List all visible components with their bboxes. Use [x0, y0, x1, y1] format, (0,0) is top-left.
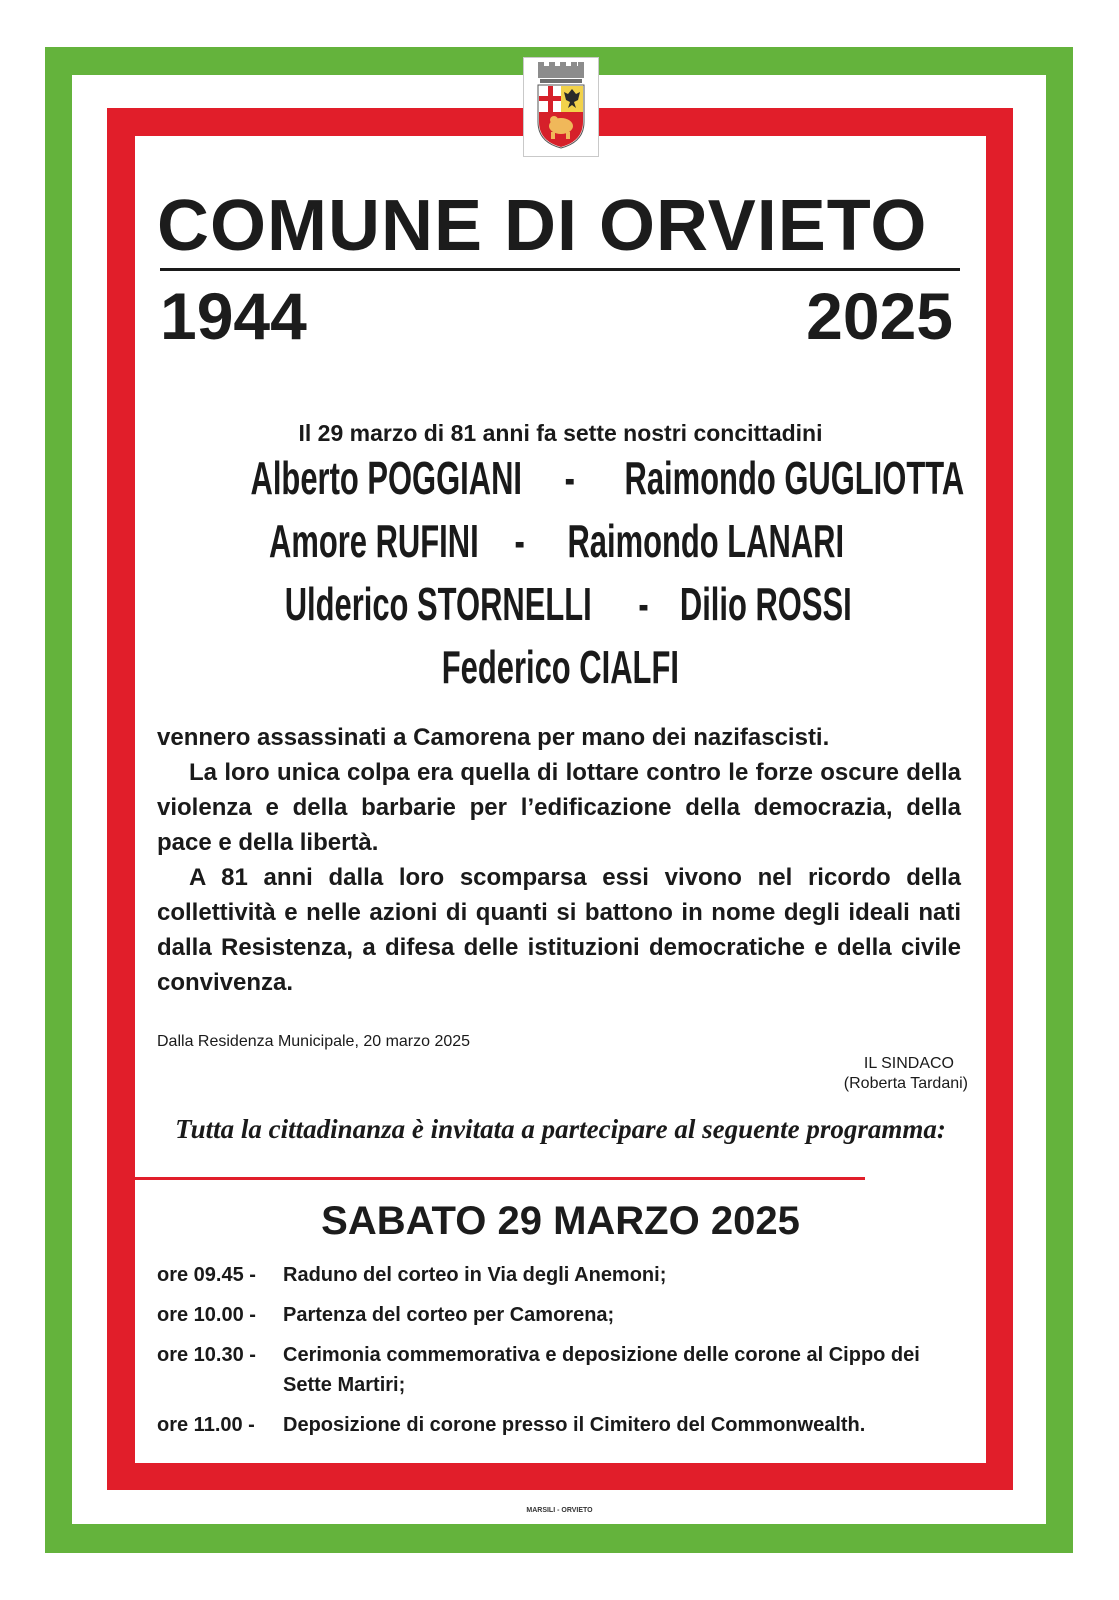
signature-name: (Roberta Tardani) [843, 1075, 968, 1092]
orvieto-coat-of-arms-icon [523, 57, 599, 157]
body-paragraph: La loro unica colpa era quella di lottare contro le forze oscure della violenza e della barbarie per l’edificazione della democrazia, della pace e della libertà. [157, 759, 961, 856]
program-time: ore 11.00 - [157, 1414, 255, 1436]
event-date: SABATO 29 MARZO 2025 [321, 1199, 800, 1243]
martyr-name: Alberto POGGIANI [250, 452, 523, 504]
program-time: ore 10.00 - [157, 1304, 256, 1326]
name-separator: - [564, 452, 575, 504]
martyr-name: Federico CIALFI [441, 641, 680, 693]
names-row [135, 511, 986, 571]
section-divider [135, 1177, 865, 1180]
body-paragraph: vennero assassinati a Camorena per mano dei nazifascisti. [157, 724, 830, 751]
program-text: Cerimonia commemorativa e deposizione delle corone al Cippo dei Sette Martiri; [283, 1344, 920, 1396]
martyr-name: Ulderico STORNELLI [284, 578, 592, 630]
martyr-name: Raimondo GUGLIOTTA [624, 452, 965, 504]
martyr-name: Raimondo LANARI [567, 515, 845, 567]
program-text: Deposizione di corone presso il Cimitero del Commonwealth. [283, 1414, 866, 1436]
program-item [157, 1340, 967, 1400]
names-row [135, 574, 986, 634]
program-time: ore 10.30 - [157, 1344, 256, 1366]
name-separator: - [514, 515, 525, 567]
signature-block [844, 1054, 968, 1094]
title-divider [160, 268, 960, 271]
name-separator: - [637, 578, 649, 630]
invitation-text: Tutta la cittadinanza è invitata a partecipare al seguente programma: [175, 1114, 946, 1144]
program-item [157, 1300, 967, 1330]
printer-credit: MARSILI - ORVIETO [526, 1507, 593, 1514]
program-text: Partenza del corteo per Camorena; [283, 1304, 615, 1326]
signature-title: IL SINDACO [863, 1055, 954, 1072]
intro-text: Il 29 marzo di 81 anni fa sette nostri concittadini [298, 420, 823, 446]
program-item [157, 1410, 967, 1440]
body-paragraph: A 81 anni dalla loro scomparsa essi vivono nel ricordo della collettività e nelle azioni di quanti si battono in nome degli ideali nati dalla Resistenza, a difesa delle istituzioni democratiche e della civile convivenza. [157, 864, 961, 996]
program-text: Raduno del corteo in Via degli Anemoni; [283, 1264, 667, 1286]
martyr-name: Dilio ROSSI [679, 578, 852, 630]
names-row [135, 637, 986, 697]
martyr-name: Amore RUFINI [269, 515, 479, 567]
program-time: ore 09.45 - [157, 1264, 256, 1286]
names-row [135, 448, 986, 508]
year-start: 1944 [160, 279, 307, 353]
year-end: 2025 [806, 279, 953, 353]
program-item [157, 1260, 967, 1290]
program-list [157, 1260, 967, 1450]
place-date: Dalla Residenza Municipale, 20 marzo 2025 [157, 1033, 471, 1050]
page-title: COMUNE DI ORVIETO [157, 186, 928, 266]
